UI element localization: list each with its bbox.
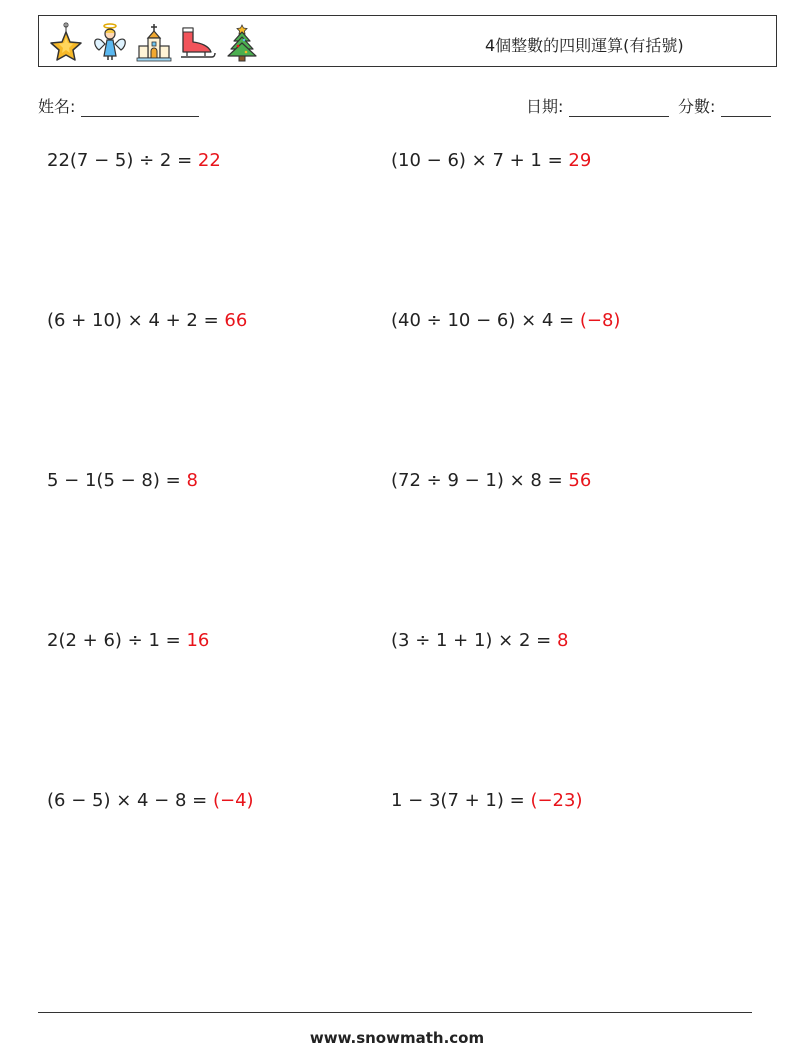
- problem-expression: (6 + 10) × 4 + 2 =: [47, 310, 225, 331]
- problem-answer: (−8): [579, 310, 621, 331]
- problem-answer: 66: [224, 310, 248, 331]
- problem-expression: (3 ÷ 1 + 1) × 2 =: [391, 630, 557, 651]
- problem-expression: (6 − 5) × 4 − 8 =: [47, 790, 213, 811]
- date-label: 日期:: [526, 97, 564, 116]
- angel-icon: [91, 22, 129, 62]
- date-blank[interactable]: [569, 100, 669, 117]
- problem-expression: (72 ÷ 9 − 1) × 8 =: [391, 470, 569, 491]
- problem-8: [391, 630, 568, 651]
- header-icons: [47, 22, 261, 62]
- problem-1: [47, 150, 221, 171]
- name-field: [38, 94, 199, 117]
- problem-answer: 8: [556, 630, 569, 651]
- ice-skate-icon: [179, 22, 217, 62]
- problem-answer: 29: [568, 150, 592, 171]
- problem-expression: 22(7 − 5) ÷ 2 =: [47, 150, 198, 171]
- score-field: [678, 94, 771, 117]
- problem-expression: 1 − 3(7 + 1) =: [391, 790, 531, 811]
- problem-7: [47, 630, 209, 651]
- footer-divider: [38, 1012, 752, 1013]
- name-label: 姓名:: [38, 97, 76, 116]
- worksheet-header: [38, 15, 777, 67]
- problem-2: [391, 150, 591, 171]
- score-blank[interactable]: [721, 100, 771, 117]
- problem-5: [47, 470, 198, 491]
- problem-answer: 56: [568, 470, 592, 491]
- score-label: 分數:: [678, 97, 716, 116]
- worksheet-title: 4個整數的四則運算(有括號): [485, 36, 684, 55]
- problem-expression: (40 ÷ 10 − 6) × 4 =: [391, 310, 580, 331]
- problem-9: [47, 790, 254, 811]
- christmas-tree-icon: [223, 22, 261, 62]
- date-field: [526, 94, 669, 117]
- problem-expression: (10 − 6) × 7 + 1 =: [391, 150, 569, 171]
- problem-expression: 2(2 + 6) ÷ 1 =: [47, 630, 187, 651]
- problem-expression: 5 − 1(5 − 8) =: [47, 470, 187, 491]
- problem-3: [47, 310, 247, 331]
- star-ornament-icon: [47, 22, 85, 62]
- problem-answer: (−4): [212, 790, 254, 811]
- footer-url: www.snowmath.com: [309, 1029, 485, 1047]
- problem-6: [391, 470, 591, 491]
- church-icon: [135, 22, 173, 62]
- problem-4: [391, 310, 620, 331]
- problem-answer: 8: [186, 470, 198, 491]
- problem-10: [391, 790, 582, 811]
- problem-answer: 16: [186, 630, 210, 651]
- problem-answer: 22: [197, 150, 221, 171]
- name-blank[interactable]: [81, 100, 199, 117]
- problem-answer: (−23): [530, 790, 583, 811]
